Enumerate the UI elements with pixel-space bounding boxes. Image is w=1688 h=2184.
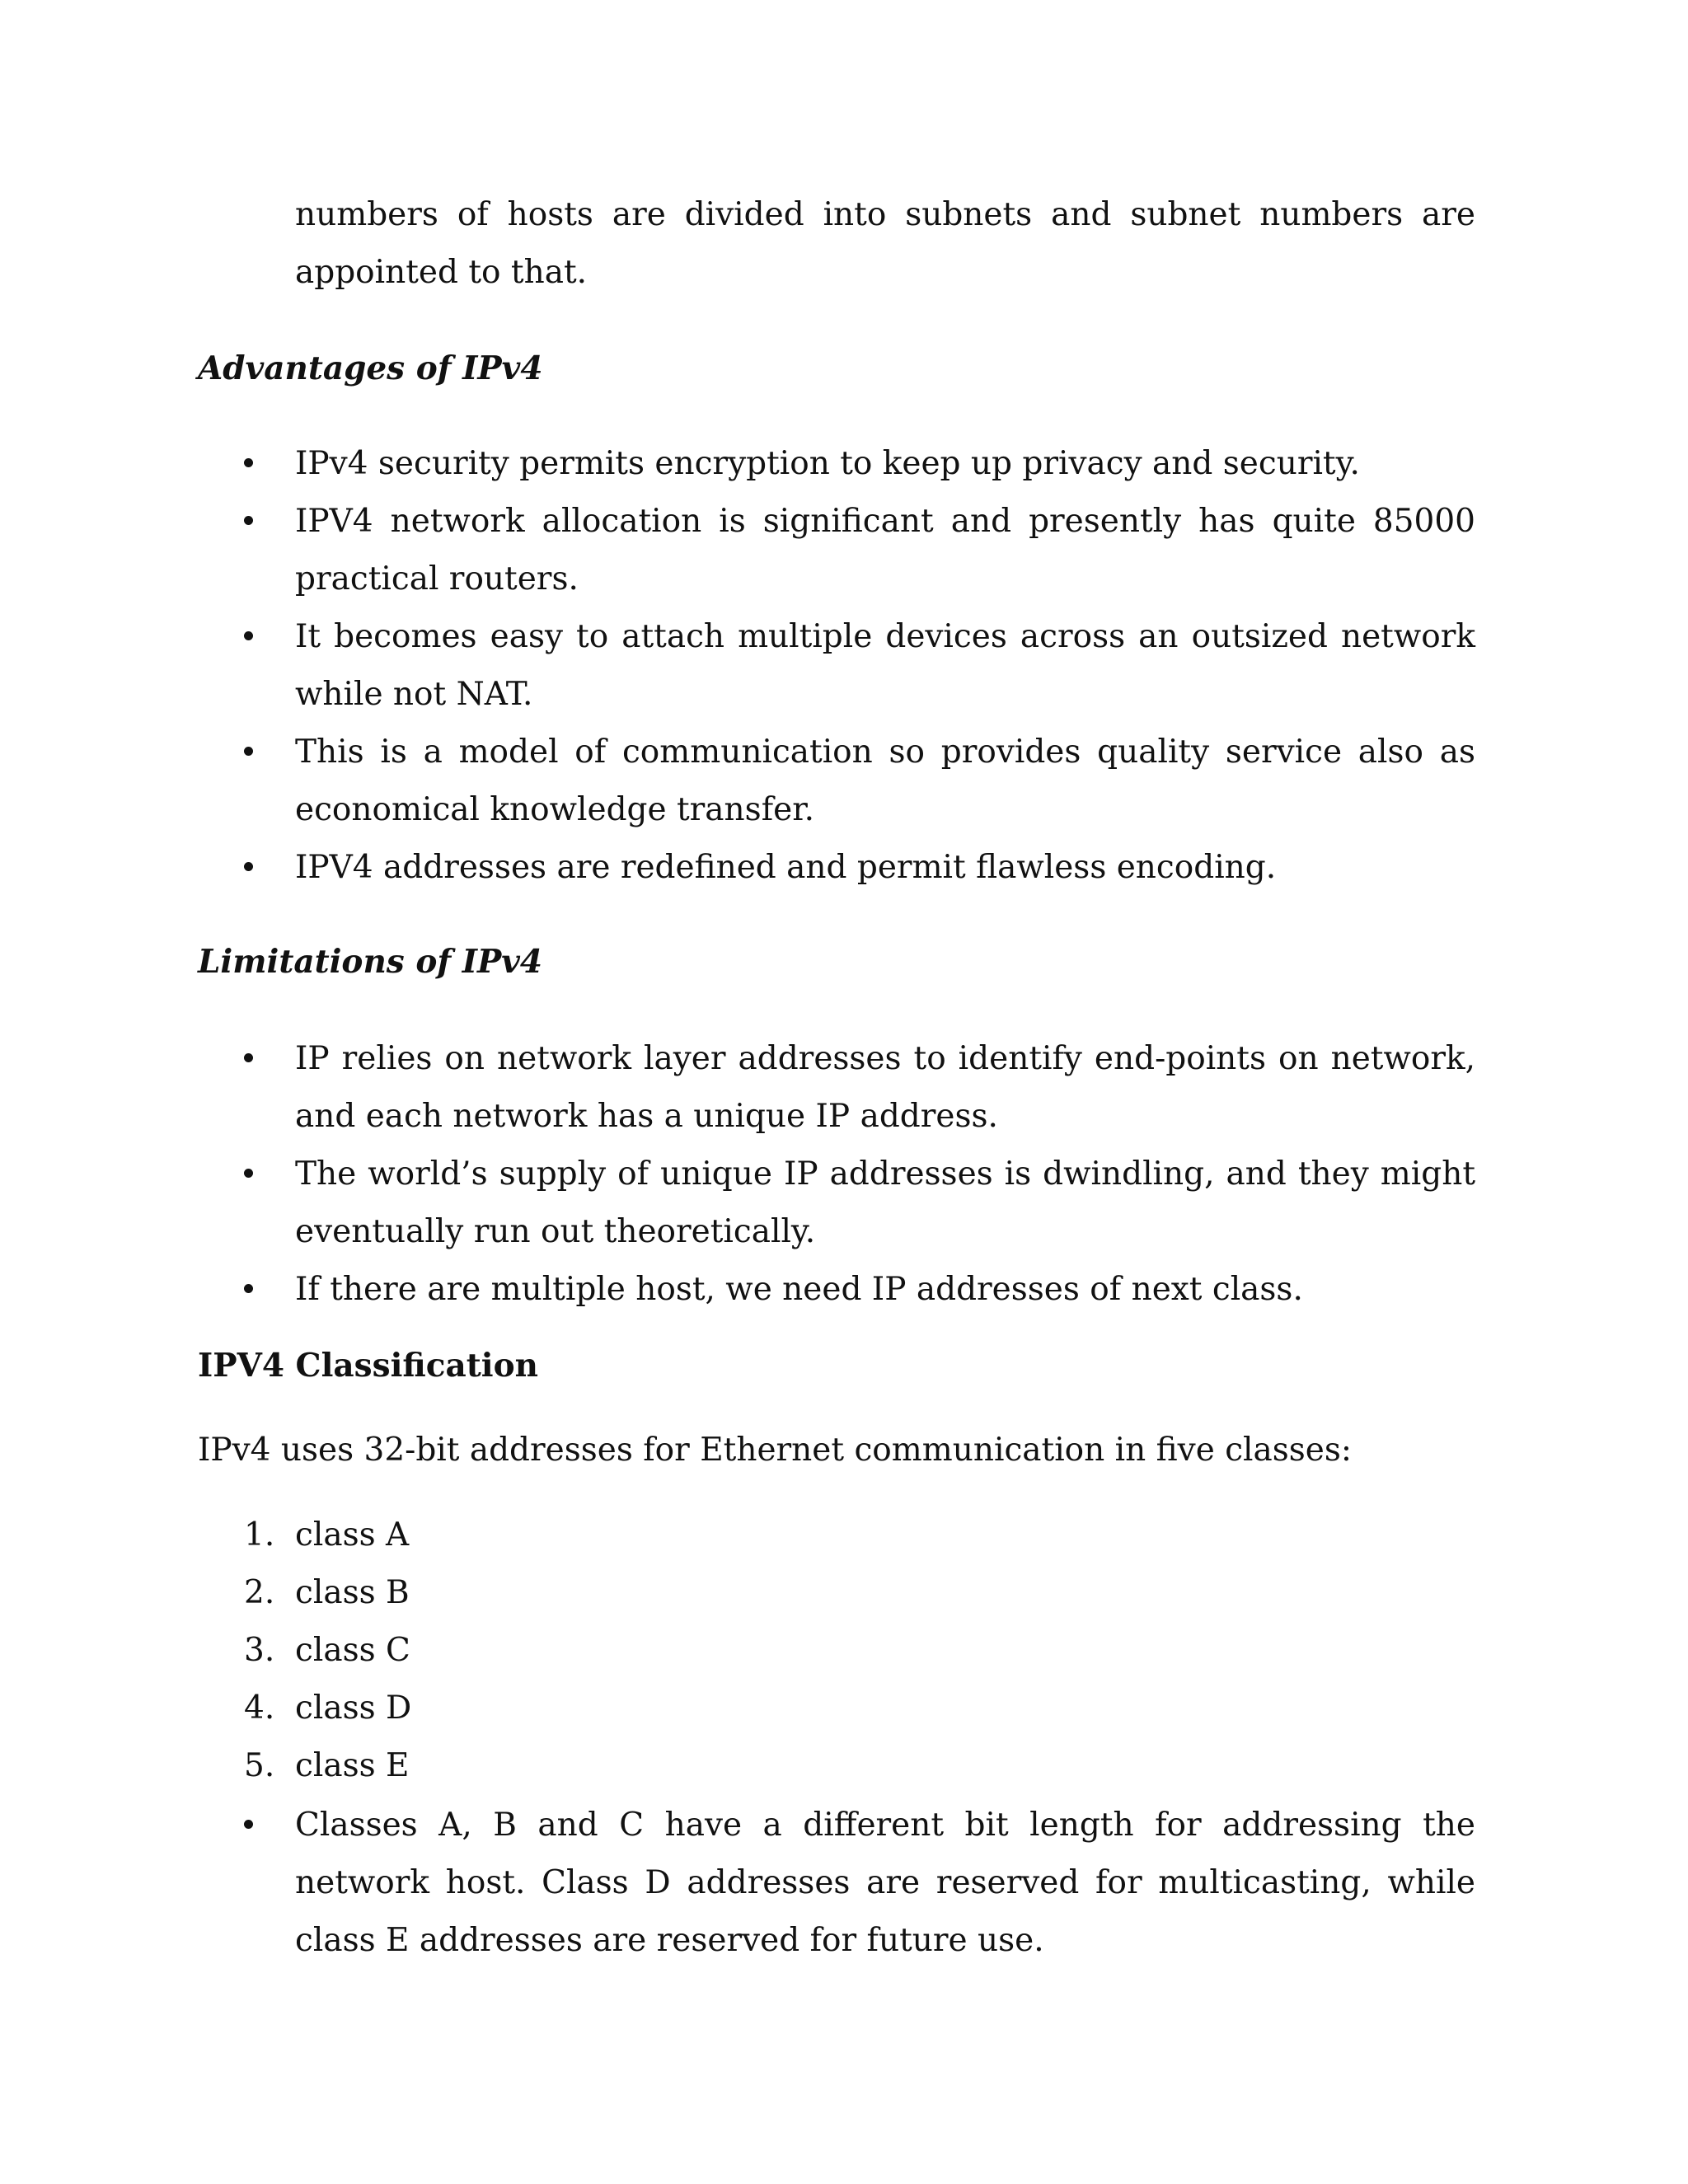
list-item: [244, 1507, 1475, 1564]
classification-intro: IPv4 uses 32-bit addresses for Ethernet communication in five classes:: [198, 1432, 1353, 1469]
list-item-text: IP relies on network layer addresses to identify end-points on network, and each network has a unique IP address.: [295, 1040, 1475, 1135]
list-item: [295, 608, 1475, 724]
list-item-text: If there are multiple host, we need IP addresses of next class.: [295, 1271, 1303, 1308]
list-number: 4.: [244, 1690, 275, 1727]
bullet-icon: [244, 1146, 277, 1203]
list-item-text: class E: [295, 1747, 410, 1784]
list-item: [244, 1737, 1475, 1795]
bullet-icon: [244, 608, 277, 666]
list-item-text: Classes A, B and C have a different bit length for addressing the network host. Class D addresses are reserved for multicasting, while class E addresses are reserved for future use.: [295, 1807, 1475, 1959]
list-item: [295, 839, 1475, 897]
bullet-icon: [244, 1261, 277, 1319]
bullet-icon: [244, 724, 277, 781]
list-item-text: class D: [295, 1690, 412, 1727]
limitations-heading: Limitations of IPv4: [198, 943, 543, 981]
list-item-text: IPV4 network allocation is significant and presently has quite 85000 practical routers.: [295, 503, 1475, 598]
bullet-icon: [244, 1797, 277, 1854]
classification-heading: IPV4 Classification: [198, 1347, 538, 1385]
list-item-text: class B: [295, 1574, 410, 1611]
list-item-text: The world’s supply of unique IP addresses is dwindling, and they might eventually run out theoretically.: [295, 1155, 1475, 1250]
list-number: 1.: [244, 1516, 275, 1554]
list-item-text: This is a model of communication so provides quality service also as economical knowledge transfer.: [295, 733, 1475, 828]
list-item: [244, 1564, 1475, 1622]
list-item: [295, 1146, 1475, 1261]
list-item: [295, 435, 1475, 493]
bullet-icon: [244, 839, 277, 897]
list-item-text: IPV4 addresses are redefined and permit flawless encoding.: [295, 849, 1277, 886]
intro-paragraph: numbers of hosts are divided into subnets and subnet numbers are appointed to that.: [295, 196, 1475, 291]
bullet-icon: [244, 493, 277, 551]
list-item: [295, 724, 1475, 839]
list-number: 5.: [244, 1747, 275, 1784]
list-item-text: IPv4 security permits encryption to keep up privacy and security.: [295, 445, 1360, 482]
list-item-text: class A: [295, 1516, 410, 1554]
list-item: [295, 1261, 1475, 1319]
list-item: [244, 1680, 1475, 1737]
list-item-text: class C: [295, 1632, 410, 1669]
list-item: [295, 493, 1475, 608]
list-number: 3.: [244, 1632, 275, 1669]
bullet-icon: [244, 1030, 277, 1088]
list-item: [295, 1030, 1475, 1146]
list-item-text: It becomes easy to attach multiple devices across an outsized network while not NAT.: [295, 618, 1475, 713]
list-item: [295, 1797, 1475, 1970]
list-item: [244, 1622, 1475, 1680]
bullet-icon: [244, 435, 277, 493]
advantages-heading: Advantages of IPv4: [198, 349, 543, 387]
list-number: 2.: [244, 1574, 275, 1611]
